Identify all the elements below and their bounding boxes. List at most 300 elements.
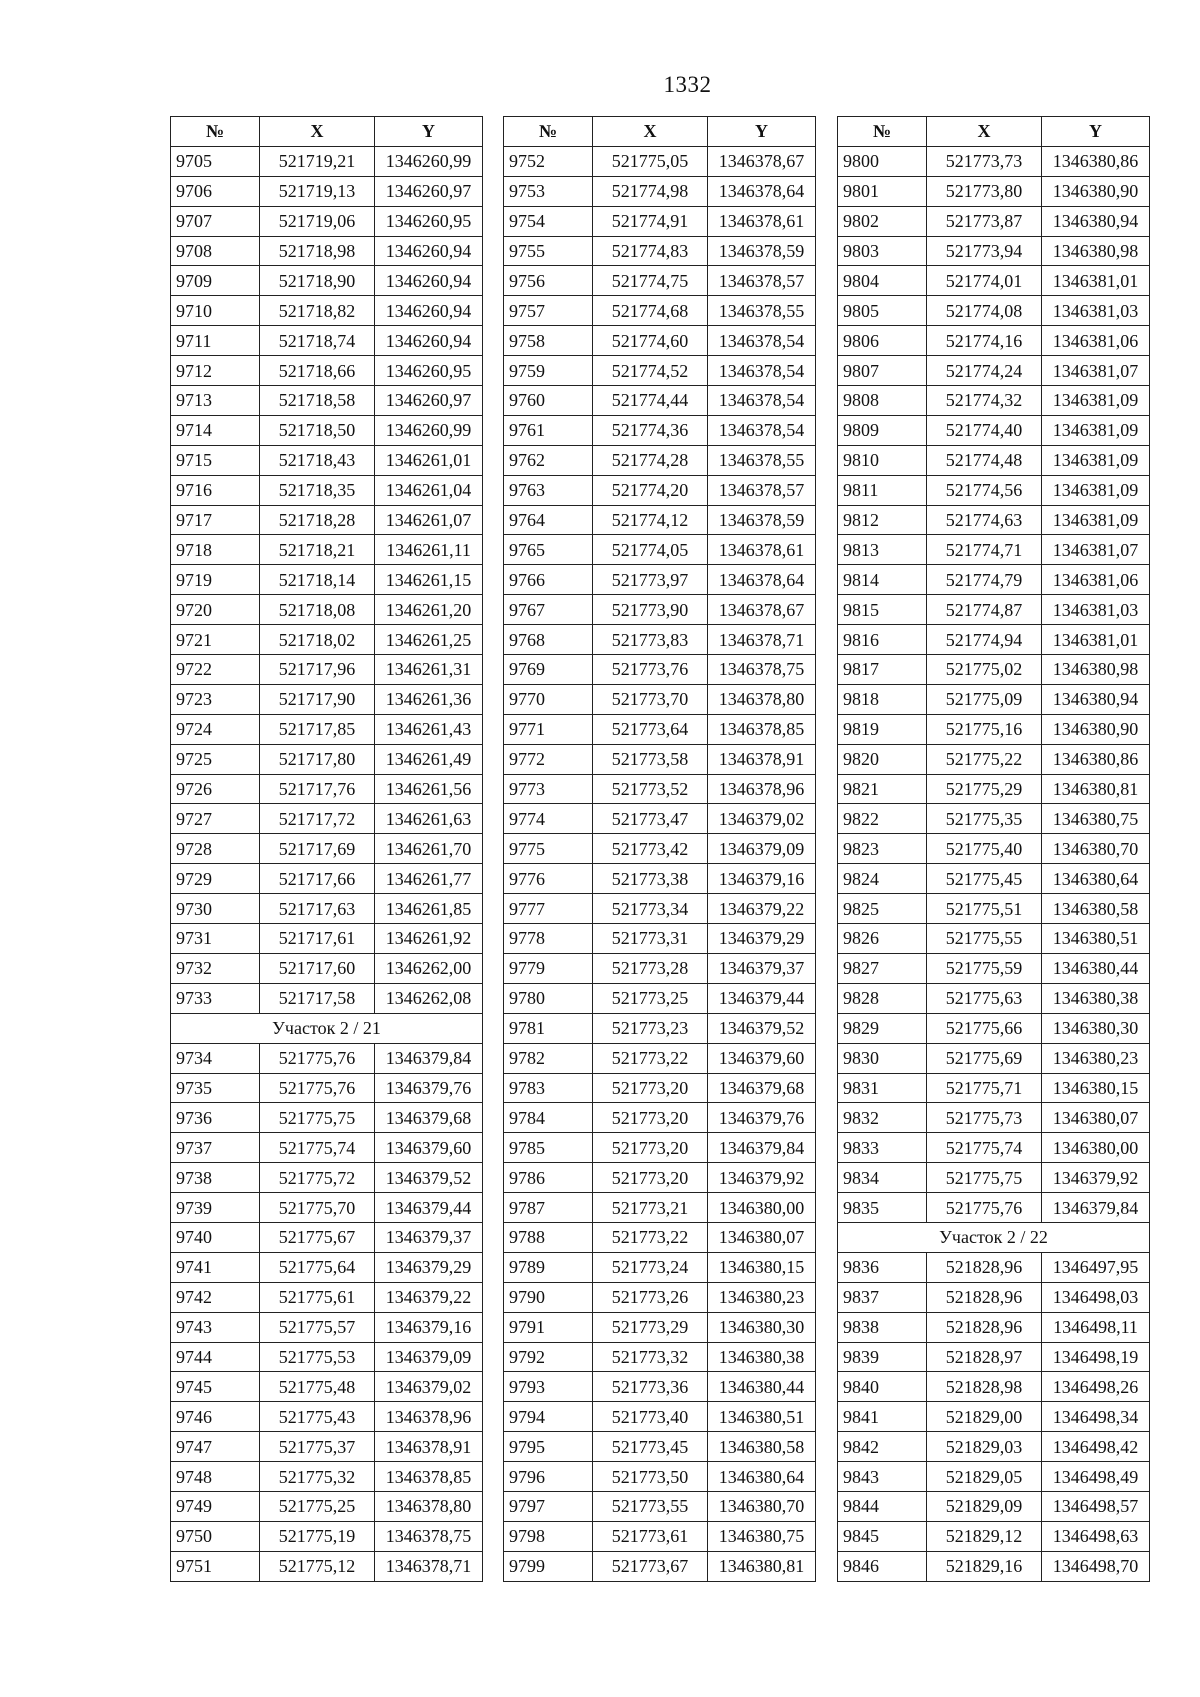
table-row <box>171 1372 483 1402</box>
table-row <box>838 415 1150 445</box>
x-coordinate-cell: 521773,47 <box>593 804 708 834</box>
table-header-row <box>838 117 1150 147</box>
x-coordinate-cell: 521773,97 <box>593 565 708 595</box>
x-coordinate-cell: 521775,22 <box>927 744 1042 774</box>
y-coordinate-cell: 1346378,71 <box>708 625 816 655</box>
point-number-cell: 9737 <box>171 1133 260 1163</box>
point-number-cell: 9836 <box>838 1252 927 1282</box>
x-coordinate-cell: 521773,20 <box>593 1103 708 1133</box>
x-coordinate-cell: 521773,36 <box>593 1372 708 1402</box>
x-coordinate-cell: 521774,16 <box>927 326 1042 356</box>
point-number-cell: 9784 <box>504 1103 593 1133</box>
y-coordinate-cell: 1346379,16 <box>375 1312 483 1342</box>
x-coordinate-cell: 521774,68 <box>593 296 708 326</box>
x-coordinate-cell: 521774,20 <box>593 475 708 505</box>
x-coordinate-cell: 521775,73 <box>927 1103 1042 1133</box>
table-row <box>171 1163 483 1193</box>
table-row <box>504 1312 816 1342</box>
y-coordinate-cell: 1346380,58 <box>708 1432 816 1462</box>
y-coordinate-cell: 1346381,01 <box>1042 266 1150 296</box>
point-number-cell: 9801 <box>838 176 927 206</box>
header-number: № <box>504 117 593 147</box>
header-number: № <box>171 117 260 147</box>
point-number-cell: 9843 <box>838 1462 927 1492</box>
y-coordinate-cell: 1346261,15 <box>375 565 483 595</box>
y-coordinate-cell: 1346378,80 <box>708 684 816 714</box>
table-row <box>504 595 816 625</box>
table-row <box>171 206 483 236</box>
table-row <box>838 864 1150 894</box>
y-coordinate-cell: 1346381,09 <box>1042 386 1150 416</box>
point-number-cell: 9747 <box>171 1432 260 1462</box>
x-coordinate-cell: 521773,55 <box>593 1491 708 1521</box>
point-number-cell: 9807 <box>838 356 927 386</box>
x-coordinate-cell: 521717,69 <box>260 834 375 864</box>
point-number-cell: 9824 <box>838 864 927 894</box>
table-row <box>838 744 1150 774</box>
table-row <box>504 415 816 445</box>
y-coordinate-cell: 1346378,54 <box>708 356 816 386</box>
y-coordinate-cell: 1346380,07 <box>1042 1103 1150 1133</box>
point-number-cell: 9778 <box>504 924 593 954</box>
x-coordinate-cell: 521774,79 <box>927 565 1042 595</box>
point-number-cell: 9779 <box>504 953 593 983</box>
x-coordinate-cell: 521775,43 <box>260 1402 375 1432</box>
point-number-cell: 9819 <box>838 714 927 744</box>
x-coordinate-cell: 521773,70 <box>593 684 708 714</box>
point-number-cell: 9730 <box>171 894 260 924</box>
x-coordinate-cell: 521774,75 <box>593 266 708 296</box>
y-coordinate-cell: 1346380,98 <box>1042 655 1150 685</box>
table-header-row <box>171 117 483 147</box>
y-coordinate-cell: 1346379,29 <box>375 1252 483 1282</box>
table-header-row <box>504 117 816 147</box>
point-number-cell: 9729 <box>171 864 260 894</box>
coordinate-table-2 <box>503 116 816 1582</box>
x-coordinate-cell: 521718,58 <box>260 386 375 416</box>
point-number-cell: 9787 <box>504 1193 593 1223</box>
y-coordinate-cell: 1346379,68 <box>375 1103 483 1133</box>
y-coordinate-cell: 1346380,23 <box>708 1282 816 1312</box>
x-coordinate-cell: 521774,40 <box>927 415 1042 445</box>
table-row <box>838 774 1150 804</box>
table-row <box>838 146 1150 176</box>
x-coordinate-cell: 521719,13 <box>260 176 375 206</box>
x-coordinate-cell: 521775,16 <box>927 714 1042 744</box>
x-coordinate-cell: 521773,42 <box>593 834 708 864</box>
table-row <box>838 595 1150 625</box>
y-coordinate-cell: 1346381,01 <box>1042 625 1150 655</box>
y-coordinate-cell: 1346379,84 <box>1042 1193 1150 1223</box>
point-number-cell: 9736 <box>171 1103 260 1133</box>
point-number-cell: 9822 <box>838 804 927 834</box>
table-row <box>838 1282 1150 1312</box>
y-coordinate-cell: 1346260,99 <box>375 415 483 445</box>
table-row <box>504 1252 816 1282</box>
y-coordinate-cell: 1346262,00 <box>375 953 483 983</box>
x-coordinate-cell: 521718,82 <box>260 296 375 326</box>
y-coordinate-cell: 1346381,07 <box>1042 535 1150 565</box>
x-coordinate-cell: 521828,98 <box>927 1372 1042 1402</box>
table-row <box>838 535 1150 565</box>
table-row <box>504 774 816 804</box>
x-coordinate-cell: 521773,38 <box>593 864 708 894</box>
point-number-cell: 9713 <box>171 386 260 416</box>
table-row <box>838 1342 1150 1372</box>
table-row <box>504 445 816 475</box>
point-number-cell: 9740 <box>171 1222 260 1252</box>
point-number-cell: 9821 <box>838 774 927 804</box>
point-number-cell: 9769 <box>504 655 593 685</box>
point-number-cell: 9790 <box>504 1282 593 1312</box>
point-number-cell: 9744 <box>171 1342 260 1372</box>
y-coordinate-cell: 1346498,63 <box>1042 1521 1150 1551</box>
table-row <box>171 266 483 296</box>
point-number-cell: 9832 <box>838 1103 927 1133</box>
table-row <box>838 714 1150 744</box>
y-coordinate-cell: 1346260,97 <box>375 386 483 416</box>
table-row <box>838 1551 1150 1581</box>
y-coordinate-cell: 1346380,86 <box>1042 744 1150 774</box>
header-y: Y <box>375 117 483 147</box>
x-coordinate-cell: 521775,32 <box>260 1462 375 1492</box>
y-coordinate-cell: 1346260,99 <box>375 146 483 176</box>
y-coordinate-cell: 1346380,38 <box>708 1342 816 1372</box>
point-number-cell: 9815 <box>838 595 927 625</box>
point-number-cell: 9840 <box>838 1372 927 1402</box>
table-row <box>504 206 816 236</box>
table-row <box>171 684 483 714</box>
point-number-cell: 9710 <box>171 296 260 326</box>
table-row <box>171 535 483 565</box>
table-row <box>504 1103 816 1133</box>
point-number-cell: 9814 <box>838 565 927 595</box>
point-number-cell: 9818 <box>838 684 927 714</box>
point-number-cell: 9714 <box>171 415 260 445</box>
table-row <box>504 953 816 983</box>
table-row <box>504 1163 816 1193</box>
y-coordinate-cell: 1346381,09 <box>1042 445 1150 475</box>
point-number-cell: 9753 <box>504 176 593 206</box>
table-row <box>504 176 816 206</box>
point-number-cell: 9830 <box>838 1043 927 1073</box>
table-row <box>504 834 816 864</box>
table-row <box>838 1193 1150 1223</box>
y-coordinate-cell: 1346378,85 <box>375 1462 483 1492</box>
table-row <box>838 1043 1150 1073</box>
y-coordinate-cell: 1346380,90 <box>1042 714 1150 744</box>
y-coordinate-cell: 1346498,57 <box>1042 1491 1150 1521</box>
x-coordinate-cell: 521828,96 <box>927 1312 1042 1342</box>
x-coordinate-cell: 521719,06 <box>260 206 375 236</box>
point-number-cell: 9758 <box>504 326 593 356</box>
point-number-cell: 9775 <box>504 834 593 864</box>
y-coordinate-cell: 1346261,63 <box>375 804 483 834</box>
x-coordinate-cell: 521773,23 <box>593 1013 708 1043</box>
point-number-cell: 9734 <box>171 1043 260 1073</box>
table-row <box>171 1222 483 1252</box>
x-coordinate-cell: 521775,70 <box>260 1193 375 1223</box>
table-row <box>838 1103 1150 1133</box>
x-coordinate-cell: 521775,61 <box>260 1282 375 1312</box>
y-coordinate-cell: 1346260,94 <box>375 236 483 266</box>
point-number-cell: 9817 <box>838 655 927 685</box>
table-row <box>504 1551 816 1581</box>
y-coordinate-cell: 1346379,02 <box>708 804 816 834</box>
table-row <box>171 924 483 954</box>
table-row <box>838 565 1150 595</box>
y-coordinate-cell: 1346380,30 <box>1042 1013 1150 1043</box>
x-coordinate-cell: 521717,66 <box>260 864 375 894</box>
table-row <box>504 983 816 1013</box>
x-coordinate-cell: 521775,75 <box>260 1103 375 1133</box>
header-number: № <box>838 117 927 147</box>
table-row <box>171 236 483 266</box>
point-number-cell: 9829 <box>838 1013 927 1043</box>
point-number-cell: 9756 <box>504 266 593 296</box>
table-row <box>838 1163 1150 1193</box>
point-number-cell: 9716 <box>171 475 260 505</box>
point-number-cell: 9842 <box>838 1432 927 1462</box>
y-coordinate-cell: 1346260,94 <box>375 326 483 356</box>
table-row <box>171 744 483 774</box>
x-coordinate-cell: 521717,72 <box>260 804 375 834</box>
table-row <box>171 1193 483 1223</box>
point-number-cell: 9782 <box>504 1043 593 1073</box>
point-number-cell: 9813 <box>838 535 927 565</box>
table-row <box>171 714 483 744</box>
table-row <box>171 356 483 386</box>
x-coordinate-cell: 521773,67 <box>593 1551 708 1581</box>
x-coordinate-cell: 521773,22 <box>593 1043 708 1073</box>
y-coordinate-cell: 1346380,70 <box>708 1491 816 1521</box>
table-row <box>171 655 483 685</box>
table-row <box>838 894 1150 924</box>
x-coordinate-cell: 521718,50 <box>260 415 375 445</box>
table-row <box>504 684 816 714</box>
table-row <box>171 1312 483 1342</box>
x-coordinate-cell: 521828,96 <box>927 1252 1042 1282</box>
point-number-cell: 9733 <box>171 983 260 1013</box>
x-coordinate-cell: 521775,02 <box>927 655 1042 685</box>
header-x: X <box>927 117 1042 147</box>
y-coordinate-cell: 1346261,92 <box>375 924 483 954</box>
x-coordinate-cell: 521829,05 <box>927 1462 1042 1492</box>
x-coordinate-cell: 521774,32 <box>927 386 1042 416</box>
table-body <box>838 146 1150 1581</box>
table-row <box>504 1013 816 1043</box>
x-coordinate-cell: 521774,87 <box>927 595 1042 625</box>
table-row <box>171 983 483 1013</box>
y-coordinate-cell: 1346381,03 <box>1042 595 1150 625</box>
x-coordinate-cell: 521773,90 <box>593 595 708 625</box>
y-coordinate-cell: 1346261,77 <box>375 864 483 894</box>
y-coordinate-cell: 1346498,19 <box>1042 1342 1150 1372</box>
table-row <box>504 625 816 655</box>
y-coordinate-cell: 1346380,15 <box>1042 1073 1150 1103</box>
x-coordinate-cell: 521774,08 <box>927 296 1042 326</box>
y-coordinate-cell: 1346261,01 <box>375 445 483 475</box>
y-coordinate-cell: 1346380,51 <box>708 1402 816 1432</box>
y-coordinate-cell: 1346378,71 <box>375 1551 483 1581</box>
x-coordinate-cell: 521773,34 <box>593 894 708 924</box>
y-coordinate-cell: 1346380,07 <box>708 1222 816 1252</box>
table-row <box>504 296 816 326</box>
x-coordinate-cell: 521773,45 <box>593 1432 708 1462</box>
point-number-cell: 9793 <box>504 1372 593 1402</box>
x-coordinate-cell: 521773,83 <box>593 625 708 655</box>
x-coordinate-cell: 521717,80 <box>260 744 375 774</box>
table-row <box>171 804 483 834</box>
point-number-cell: 9759 <box>504 356 593 386</box>
y-coordinate-cell: 1346378,64 <box>708 565 816 595</box>
table-row <box>171 1521 483 1551</box>
point-number-cell: 9751 <box>171 1551 260 1581</box>
point-number-cell: 9746 <box>171 1402 260 1432</box>
point-number-cell: 9771 <box>504 714 593 744</box>
table-row <box>171 595 483 625</box>
table-row <box>504 1462 816 1492</box>
y-coordinate-cell: 1346261,11 <box>375 535 483 565</box>
y-coordinate-cell: 1346379,44 <box>708 983 816 1013</box>
point-number-cell: 9780 <box>504 983 593 1013</box>
point-number-cell: 9791 <box>504 1312 593 1342</box>
y-coordinate-cell: 1346379,16 <box>708 864 816 894</box>
x-coordinate-cell: 521829,16 <box>927 1551 1042 1581</box>
point-number-cell: 9761 <box>504 415 593 445</box>
y-coordinate-cell: 1346380,94 <box>1042 684 1150 714</box>
point-number-cell: 9825 <box>838 894 927 924</box>
y-coordinate-cell: 1346378,64 <box>708 176 816 206</box>
table-row <box>838 834 1150 864</box>
table-row <box>504 1193 816 1223</box>
point-number-cell: 9831 <box>838 1073 927 1103</box>
x-coordinate-cell: 521775,55 <box>927 924 1042 954</box>
section-row <box>171 1013 483 1043</box>
y-coordinate-cell: 1346380,30 <box>708 1312 816 1342</box>
point-number-cell: 9719 <box>171 565 260 595</box>
y-coordinate-cell: 1346381,07 <box>1042 356 1150 386</box>
table-row <box>838 953 1150 983</box>
y-coordinate-cell: 1346261,07 <box>375 505 483 535</box>
x-coordinate-cell: 521717,60 <box>260 953 375 983</box>
table-row <box>504 894 816 924</box>
point-number-cell: 9833 <box>838 1133 927 1163</box>
y-coordinate-cell: 1346380,51 <box>1042 924 1150 954</box>
table-row <box>504 356 816 386</box>
x-coordinate-cell: 521774,83 <box>593 236 708 266</box>
table-row <box>504 326 816 356</box>
point-number-cell: 9774 <box>504 804 593 834</box>
x-coordinate-cell: 521828,96 <box>927 1282 1042 1312</box>
x-coordinate-cell: 521775,25 <box>260 1491 375 1521</box>
table-row <box>838 804 1150 834</box>
point-number-cell: 9724 <box>171 714 260 744</box>
point-number-cell: 9741 <box>171 1252 260 1282</box>
point-number-cell: 9773 <box>504 774 593 804</box>
table-row <box>171 894 483 924</box>
y-coordinate-cell: 1346379,22 <box>708 894 816 924</box>
table-row <box>171 1133 483 1163</box>
table-row <box>504 386 816 416</box>
y-coordinate-cell: 1346378,57 <box>708 475 816 505</box>
point-number-cell: 9772 <box>504 744 593 774</box>
y-coordinate-cell: 1346378,91 <box>375 1432 483 1462</box>
y-coordinate-cell: 1346379,09 <box>375 1342 483 1372</box>
y-coordinate-cell: 1346379,02 <box>375 1372 483 1402</box>
y-coordinate-cell: 1346378,55 <box>708 445 816 475</box>
point-number-cell: 9706 <box>171 176 260 206</box>
table-row <box>838 236 1150 266</box>
table-row <box>171 565 483 595</box>
y-coordinate-cell: 1346378,75 <box>708 655 816 685</box>
y-coordinate-cell: 1346380,90 <box>1042 176 1150 206</box>
y-coordinate-cell: 1346381,09 <box>1042 475 1150 505</box>
x-coordinate-cell: 521774,71 <box>927 535 1042 565</box>
x-coordinate-cell: 521775,72 <box>260 1163 375 1193</box>
point-number-cell: 9845 <box>838 1521 927 1551</box>
y-coordinate-cell: 1346379,37 <box>375 1222 483 1252</box>
point-number-cell: 9781 <box>504 1013 593 1043</box>
x-coordinate-cell: 521718,28 <box>260 505 375 535</box>
table-row <box>171 1043 483 1073</box>
y-coordinate-cell: 1346261,49 <box>375 744 483 774</box>
point-number-cell: 9846 <box>838 1551 927 1581</box>
y-coordinate-cell: 1346378,96 <box>708 774 816 804</box>
point-number-cell: 9754 <box>504 206 593 236</box>
y-coordinate-cell: 1346380,75 <box>708 1521 816 1551</box>
y-coordinate-cell: 1346378,75 <box>375 1521 483 1551</box>
y-coordinate-cell: 1346380,38 <box>1042 983 1150 1013</box>
x-coordinate-cell: 521717,61 <box>260 924 375 954</box>
table-row <box>504 1043 816 1073</box>
y-coordinate-cell: 1346379,52 <box>708 1013 816 1043</box>
table-row <box>838 445 1150 475</box>
table-row <box>171 953 483 983</box>
y-coordinate-cell: 1346261,70 <box>375 834 483 864</box>
point-number-cell: 9726 <box>171 774 260 804</box>
point-number-cell: 9765 <box>504 535 593 565</box>
table-row <box>504 1432 816 1462</box>
table-row <box>504 146 816 176</box>
table-row <box>171 1462 483 1492</box>
point-number-cell: 9796 <box>504 1462 593 1492</box>
point-number-cell: 9810 <box>838 445 927 475</box>
x-coordinate-cell: 521775,74 <box>260 1133 375 1163</box>
x-coordinate-cell: 521773,32 <box>593 1342 708 1372</box>
point-number-cell: 9811 <box>838 475 927 505</box>
table-row <box>838 1432 1150 1462</box>
table-row <box>171 1252 483 1282</box>
point-number-cell: 9820 <box>838 744 927 774</box>
y-coordinate-cell: 1346379,76 <box>708 1103 816 1133</box>
point-number-cell: 9826 <box>838 924 927 954</box>
x-coordinate-cell: 521774,28 <box>593 445 708 475</box>
table-row <box>171 1073 483 1103</box>
point-number-cell: 9720 <box>171 595 260 625</box>
x-coordinate-cell: 521717,90 <box>260 684 375 714</box>
y-coordinate-cell: 1346378,59 <box>708 505 816 535</box>
y-coordinate-cell: 1346380,86 <box>1042 146 1150 176</box>
table-row <box>838 356 1150 386</box>
x-coordinate-cell: 521718,02 <box>260 625 375 655</box>
y-coordinate-cell: 1346378,54 <box>708 415 816 445</box>
table-row <box>171 505 483 535</box>
point-number-cell: 9841 <box>838 1402 927 1432</box>
x-coordinate-cell: 521718,98 <box>260 236 375 266</box>
y-coordinate-cell: 1346379,92 <box>708 1163 816 1193</box>
x-coordinate-cell: 521774,98 <box>593 176 708 206</box>
